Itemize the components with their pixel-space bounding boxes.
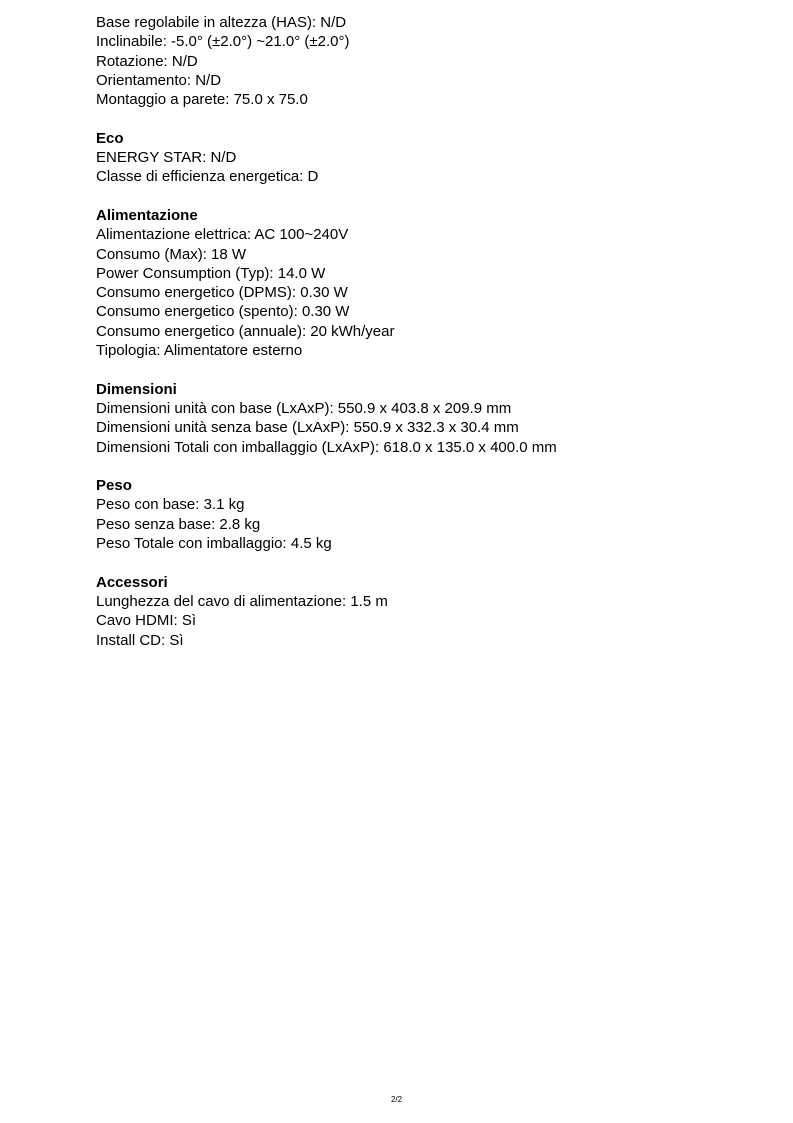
spec-line: Consumo (Max): 18 W bbox=[96, 245, 247, 263]
intro-spec-list bbox=[96, 13, 776, 109]
spec-line: Consumo energetico (spento): 0.30 W bbox=[96, 303, 350, 321]
section-alimentazione bbox=[96, 206, 776, 360]
section-dimensioni bbox=[96, 380, 776, 457]
section-title: Dimensioni bbox=[96, 380, 177, 398]
spec-line: Consumo energetico (annuale): 20 kWh/year bbox=[96, 322, 395, 340]
spec-line: Peso senza base: 2.8 kg bbox=[96, 515, 261, 533]
spec-line: Dimensioni Totali con imballaggio (LxAxP): 618.0 x 135.0 x 400.0 mm bbox=[96, 438, 557, 456]
section-eco bbox=[96, 129, 776, 187]
spec-line: ENERGY STAR: N/D bbox=[96, 149, 237, 167]
spec-line: Base regolabile in altezza (HAS): N/D bbox=[96, 14, 347, 31]
spec-document bbox=[96, 13, 776, 650]
spec-line: Cavo HDMI: Sì bbox=[96, 612, 197, 630]
spec-line: Install CD: Sì bbox=[96, 631, 184, 649]
spec-line: Power Consumption (Typ): 14.0 W bbox=[96, 264, 326, 282]
spec-line: Peso Totale con imballaggio: 4.5 kg bbox=[96, 535, 332, 553]
spec-line: Dimensioni unità senza base (LxAxP): 550.9 x 332.3 x 30.4 mm bbox=[96, 419, 519, 437]
spec-line: Rotazione: N/D bbox=[96, 52, 198, 70]
section-title: Eco bbox=[96, 129, 124, 147]
section-accessori bbox=[96, 573, 776, 650]
spec-line: Alimentazione elettrica: AC 100~240V bbox=[96, 226, 349, 244]
section-peso bbox=[96, 476, 776, 553]
spec-line: Inclinabile: -5.0° (±2.0°) ~21.0° (±2.0°) bbox=[96, 33, 350, 51]
spec-line: Montaggio a parete: 75.0 x 75.0 bbox=[96, 91, 308, 109]
spec-line: Lunghezza del cavo di alimentazione: 1.5 m bbox=[96, 592, 388, 610]
page-number: 2/2 bbox=[390, 1095, 403, 1104]
section-title: Alimentazione bbox=[96, 206, 198, 224]
spec-line: Dimensioni unità con base (LxAxP): 550.9 x 403.8 x 209.9 mm bbox=[96, 399, 512, 417]
section-title: Peso bbox=[96, 477, 132, 495]
spec-line: Tipologia: Alimentatore esterno bbox=[96, 342, 303, 360]
spec-line: Classe di efficienza energetica: D bbox=[96, 168, 319, 186]
spec-line: Orientamento: N/D bbox=[96, 71, 222, 89]
spec-line: Peso con base: 3.1 kg bbox=[96, 496, 245, 514]
section-title: Accessori bbox=[96, 573, 168, 591]
spec-line: Consumo energetico (DPMS): 0.30 W bbox=[96, 284, 348, 302]
